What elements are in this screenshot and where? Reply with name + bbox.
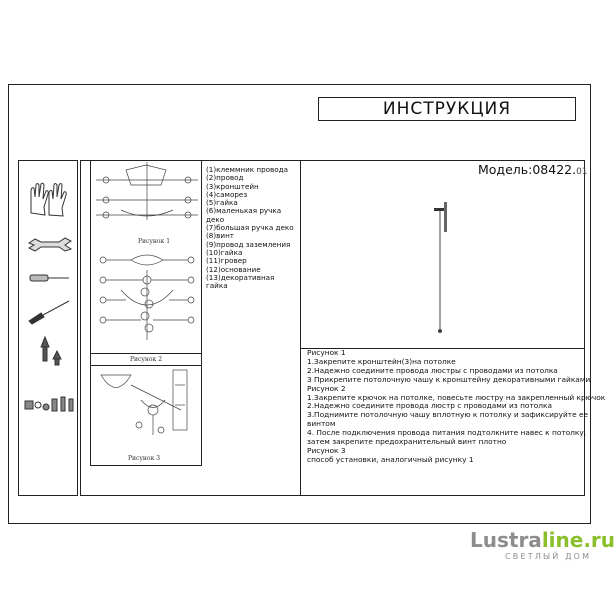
watermark-logo: [470, 528, 615, 552]
watermark-part1: Lustra: [470, 528, 542, 552]
model-suffix: 01: [576, 167, 588, 177]
fittings-icon: [25, 397, 73, 411]
figures-drawing: [91, 160, 203, 465]
instruction-line: затем закрепите предохранительный винт плотно: [307, 437, 507, 447]
figure-divider-2: [90, 365, 202, 366]
parts-item: (2)провод: [206, 173, 244, 183]
instruction-line: 2.Надежно соедините провода люстр с проводами из потолка: [307, 401, 552, 411]
lamp-drawing: [420, 190, 460, 340]
parts-item: гайка: [206, 281, 228, 291]
instruction-line: 2.Надежно соедините провода люстры с проводами из потолка: [307, 365, 558, 375]
figure-1-caption: Рисунок 1: [138, 238, 171, 245]
screwdriver-flat-icon: [29, 301, 69, 324]
parts-item: (10)гайка: [206, 247, 243, 257]
tools-panel: [18, 160, 78, 496]
watermark-part2: line.ru: [541, 528, 615, 552]
instruction-line: Рисунок 1: [307, 348, 346, 357]
instruction-line: Рисунок 3: [307, 445, 346, 455]
instruction-line: 1.Закрепите кронштейн(3)на потолке: [307, 356, 456, 366]
watermark-tagline: СВЕТЛЫЙ ДОМ: [505, 552, 592, 561]
parts-item: (13)декоративная: [206, 272, 275, 282]
parts-item: (4)саморез: [206, 189, 248, 199]
parts-item: (5)гайка: [206, 198, 238, 208]
figure-2-caption: Рисунок 2: [130, 356, 163, 363]
wrench-icon: [29, 238, 71, 251]
tools-icons: [19, 161, 79, 497]
screwdriver-icon: [30, 275, 69, 281]
instruction-line: 3 Прикрепите потолочную чашу к кронштейну декоративными гайками: [307, 374, 591, 384]
parts-item: (1)клеммник провода: [206, 165, 289, 174]
instructions-text: [307, 348, 606, 465]
parts-item: (7)большая ручка деко: [206, 223, 294, 233]
instruction-line: Рисунок 2: [307, 383, 346, 393]
parts-item: (6)маленькая ручка: [206, 206, 282, 216]
screws-icon: [41, 337, 61, 365]
figure-divider-1: [90, 353, 202, 354]
model-number: [478, 162, 588, 177]
parts-item: деко: [206, 214, 225, 224]
figure-3-caption: Рисунок 3: [128, 455, 161, 462]
parts-item: (9)провод заземления: [206, 239, 291, 249]
instruction-line: 4. После подключения провода питания подтолкните навес к потолку,: [307, 428, 587, 438]
figures-column: [90, 160, 202, 465]
parts-item: (11)гровер: [206, 256, 247, 266]
instruction-line: способ установки, аналогичный рисунку 1: [307, 454, 474, 464]
column-divider: [300, 160, 301, 496]
figure-1-drawing: [96, 162, 198, 220]
figure-top-rule: [90, 160, 202, 161]
figure-bottom-rule: [90, 465, 202, 466]
parts-item: (3)кронштейн: [206, 181, 259, 191]
figure-2-drawing: [100, 255, 194, 340]
instruction-line: 3.Поднимите потолочную чашу вплотную к потолку и зафиксируйте ее: [307, 410, 589, 420]
parts-item: (12)основание: [206, 264, 261, 274]
instruction-line: 1.Закрепите крючок на потолке, повесьте люстру на закрепленный крючок: [307, 392, 606, 402]
figure-3-drawing: [101, 370, 187, 435]
gloves-icon: [31, 183, 66, 216]
parts-item: (8)винт: [206, 231, 234, 241]
model-label: Модель:08422.: [478, 162, 577, 177]
parts-list: [206, 166, 301, 290]
instruction-line: винтом: [307, 419, 336, 429]
page-title: ИНСТРУКЦИЯ: [318, 97, 576, 121]
